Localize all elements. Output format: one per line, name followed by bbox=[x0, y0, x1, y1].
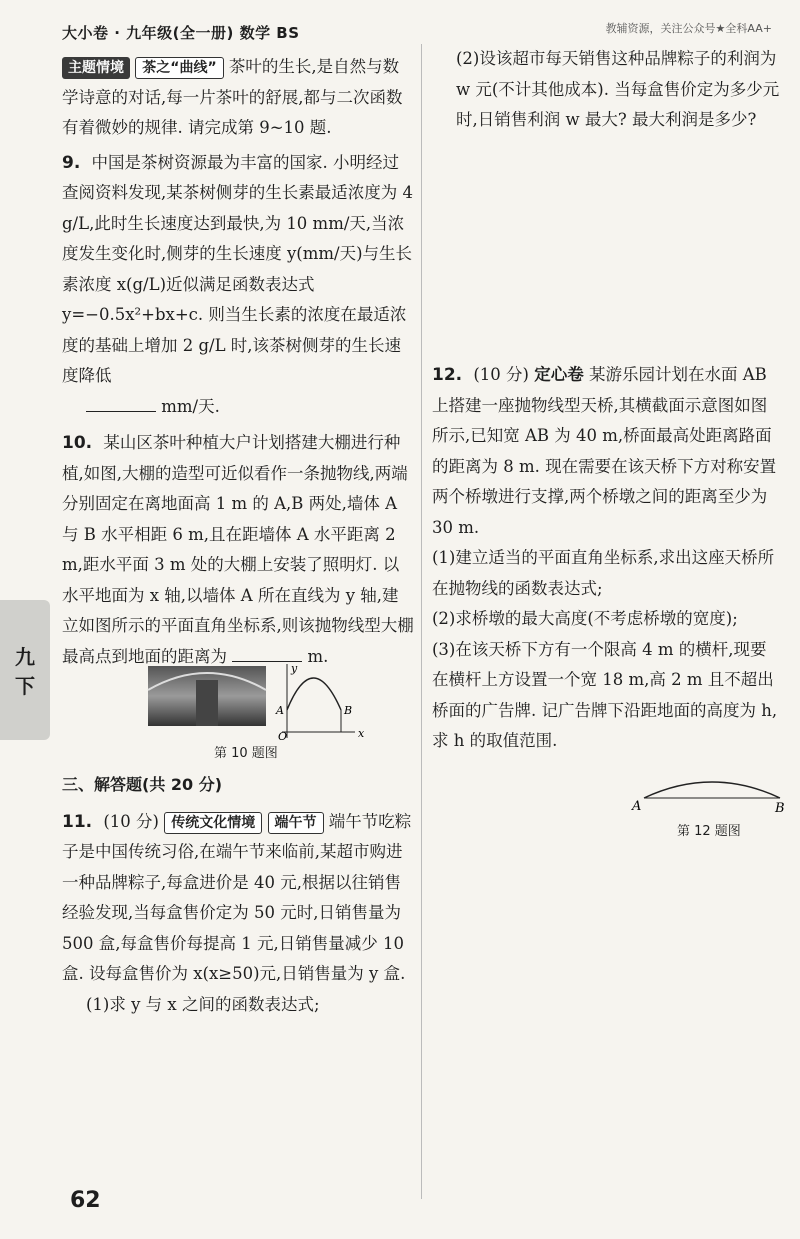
parabola-curve bbox=[287, 678, 341, 710]
q12-part3: (3)在该天桥下方有一个限高 4 m 的横杆,现要在横杆上方设置一个宽 18 m,高 2 m 且不超出桥面的广告牌. 记广告牌下沿距地面的高度为 h,求 h 的取值范围. bbox=[432, 639, 778, 750]
side-tab-line1: 九 bbox=[15, 645, 35, 669]
right-column bbox=[432, 44, 782, 136]
figure-10 bbox=[140, 660, 370, 740]
side-tab bbox=[0, 600, 50, 740]
q11-tag-festival: 端午节 bbox=[268, 812, 324, 834]
q11-text: 端午节吃粽子是中国传统习俗,在端午节来临前,某超市购进一种品牌粽子,每盒进价是 40 元,根据以往销售经验发现,当每盒售价定为 50 元时,日销售量为 500 盒,每盒售价每提高 1 元,日销售量减少 10 盒. 设每盒售价为 x(x≥50)元,日销售量为 y 盒. bbox=[62, 811, 412, 983]
q10-number: 10. bbox=[62, 433, 93, 453]
q12-part1: (1)建立适当的平面直角坐标系,求出这座天桥所在抛物线的函数表达式; bbox=[432, 548, 775, 598]
point-a-label: A bbox=[276, 704, 284, 717]
q9-text: 中国是茶树资源最为丰富的国家. 小明经过查阅资料发现,某茶树侧芽的生长素最适浓度为 4 g/L,此时生长速度达到最快,为 10 mm/天,当浓度发生变化时,侧芽的生长速度 y(mm/天)与生长素浓度 x(g/L)近似满足函数表达式 y=−0.5x²+bx+c. 则当生长素的浓度在最适浓度的基础上增加 2 g/L 时,该茶树侧芽的生长速度降低 bbox=[62, 152, 413, 385]
q12-tag: 定心卷 bbox=[534, 365, 584, 384]
question-11 bbox=[62, 807, 414, 990]
book-header: 大小卷 · 九年级(全一册) 数学 BS bbox=[62, 24, 300, 42]
figure-12-caption: 第 12 题图 bbox=[677, 824, 741, 839]
section-3-title: 三、解答题(共 20 分) bbox=[62, 775, 223, 794]
bridge-point-b: B bbox=[775, 801, 785, 816]
figure-12 bbox=[630, 770, 790, 816]
q12-score: (10 分) bbox=[473, 365, 529, 384]
x-axis-label: x bbox=[358, 727, 365, 740]
q9-answer-line bbox=[62, 392, 414, 423]
q12-part2: (2)求桥墩的最大高度(不考虑桥墩的宽度); bbox=[432, 609, 738, 628]
bridge-point-a: A bbox=[632, 799, 642, 814]
q11-tag-culture: 传统文化情境 bbox=[164, 812, 262, 834]
q10-blank bbox=[232, 645, 302, 662]
bridge-arch bbox=[644, 782, 780, 798]
q12-number: 12. bbox=[432, 365, 463, 385]
page-number: 62 bbox=[70, 1188, 101, 1213]
q10-unit: m. bbox=[307, 646, 329, 666]
q11-part1: (1)求 y 与 x 之间的函数表达式; bbox=[86, 994, 320, 1014]
question-12 bbox=[432, 360, 782, 543]
intro-tag-theme: 主题情境 bbox=[62, 57, 130, 79]
figure-10-caption: 第 10 题图 bbox=[214, 746, 278, 761]
left-column bbox=[62, 52, 414, 672]
greenhouse-aisle bbox=[196, 680, 218, 726]
q11-part2: (2)设该超市每天销售这种品牌粽子的利润为 w 元(不计其他成本). 当每盒售价定为多少元时,日销售利润 w 最大? 最大利润是多少? bbox=[456, 49, 780, 129]
intro-text: 茶叶的生长,是自然与数学诗意的对话,每一片茶叶的舒展,都与二次函数有着微妙的规律. 请完成第 9~10 题. bbox=[62, 57, 403, 137]
question-9 bbox=[62, 148, 414, 392]
intro-tag-topic: 茶之“曲线” bbox=[135, 57, 223, 79]
side-tab-line2: 下 bbox=[15, 674, 35, 698]
q9-unit: mm/天. bbox=[161, 396, 220, 416]
y-axis-label: y bbox=[291, 662, 298, 675]
column-divider bbox=[421, 44, 422, 1199]
q11-number: 11. bbox=[62, 811, 93, 832]
q10-text: 某山区茶叶种植大户计划搭建大棚进行种植,如图,大棚的造型可近似看作一条抛物线,两端分别固定在离地面高 1 m 的 A,B 两处,墙体 A 与 B 水平相距 6 m,且在距墙体 A 水平距离 2 m,距水平面 3 m 处的大棚上安装了照明灯. 以水平地面为 x 轴,以墙体 A 所在直线为 y 轴,建立如图所示的平面直角坐标系,则该抛物线型大棚最高点到地面的距离为 bbox=[62, 433, 414, 666]
point-b-label: B bbox=[344, 704, 353, 717]
question-10 bbox=[62, 428, 414, 672]
intro-paragraph bbox=[62, 52, 414, 144]
q9-blank bbox=[86, 395, 156, 412]
q9-number: 9. bbox=[62, 152, 81, 173]
header-watermark: 教辅资源，关注公众号★全科AA+ bbox=[605, 22, 772, 35]
right-column-q12 bbox=[432, 360, 782, 757]
q11-score: (10 分) bbox=[103, 811, 159, 831]
origin-label: O bbox=[278, 730, 288, 740]
q12-text: 某游乐园计划在水面 AB 上搭建一座抛物线型天桥,其横截面示意图如图所示,已知宽 AB 为 40 m,桥面最高处距离路面的距离为 8 m. 现在需要在该天桥下方对称安置两个桥墩进行支撑,两个桥墩之间的距离至少为 30 m. bbox=[432, 365, 777, 537]
left-column-lower bbox=[62, 770, 414, 1020]
